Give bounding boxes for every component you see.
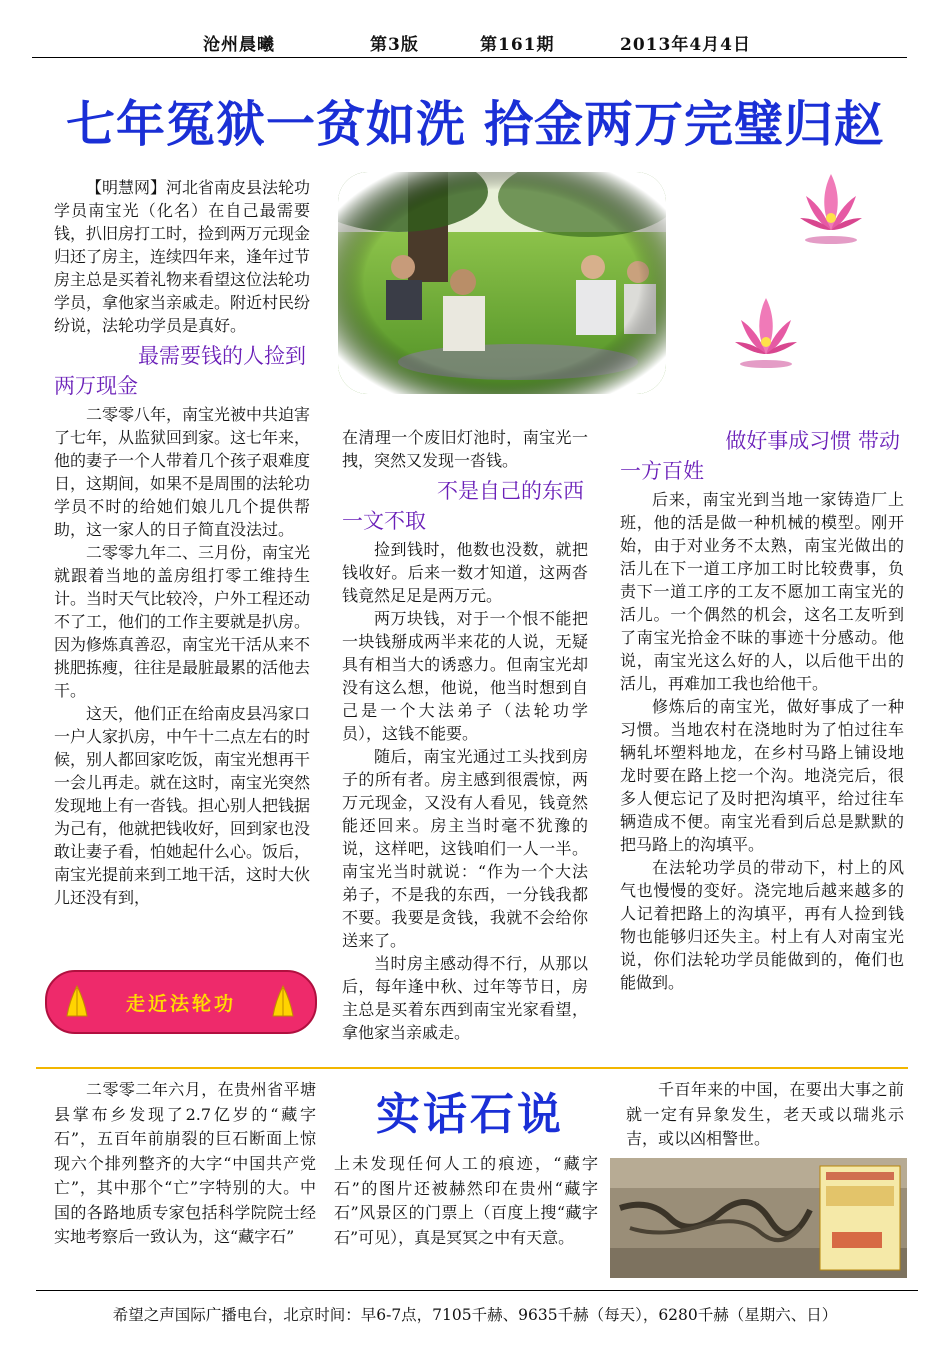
footer-rule — [36, 1290, 918, 1291]
section3-paragraph: 在法轮功学员的带动下，村上的风气也慢慢的变好。浇完地后越来越多的人记着把路上的沟填平，再有人捡到钱物也能够归还失主。村上有人对南宝光说，你们法轮功学员能做到的，俺们也能做到。 — [620, 858, 904, 992]
section2-title-line1: 不是自己的东西 — [437, 479, 584, 503]
column-1 — [54, 176, 310, 909]
badge-label: 走近法轮功 — [125, 993, 236, 1015]
section2-paragraph: 当时房主感动得不行，从那以后，每年逢中秋、过年等节日，房主总是买着东西到南宝光家看望，拿他家当亲戚走。 — [342, 954, 588, 1042]
section1-paragraph: 这天，他们正在给南皮县冯家口一户人家扒房，中午十二点左右的时候，别人都回家吃饭，南宝光想再干一会儿再走。就在这时，南宝光突然发现地上有一沓钱。担心别人把钱据为己有，他就把钱收好，回到家也没敢让妻子看，怕她起什么心。饭后，南宝光提前来到工地干活，这时大伙儿还没有到， — [54, 704, 311, 907]
paper-name: 沧州晨曦 — [203, 35, 275, 55]
heshi-hands-icon — [61, 984, 93, 1020]
section2-title-line2: 一文不取 — [342, 509, 426, 533]
section1-paragraph: 二零零八年，南宝光被中共迫害了七年，从监狱回到家。这七年来，他的妻子一个人带着几个孩子艰难度日，这期间，如果不是周围的法轮功学员不时的给她们娘儿几个提供帮助，这一家人的日子简直没法过。 — [54, 405, 311, 539]
shishuo-paragraph: 二零零二年六月，在贵州省平塘县掌布乡发现了2.7亿岁的“藏字石”，五百年前崩裂的巨石断面上惊现六个排列整齐的大字“中国共产党亡”，其中那个“亡”字特别的大。中国的各路地质专家包括科学院院士经实地考察后一致认为，这“藏字石” — [54, 1080, 316, 1246]
section1-paragraph: 二零零九年二、三月份，南宝光就跟着当地的盖房组打零工维持生计。当时天气比较冷，户外工程还动不了工，他们的工作主要就是扒房。因为修炼真善忍，南宝光干活从来不挑肥拣瘦，往往是最脏最累的活他去干。 — [54, 543, 311, 700]
section1-title — [54, 341, 310, 401]
section1-title-line1: 最需要钱的人捡到 — [138, 344, 306, 368]
page-number: 第3版 — [370, 35, 419, 55]
heshi-hands-icon — [267, 984, 299, 1020]
intro-paragraph: 【明慧网】河北省南皮县法轮功学员南宝光（化名）在自己最需要钱，扒旧房打工时，捡到两万元现金归还了房主，连续四年来，逢年过节房主总是买着礼物来看望这位法轮功学员，拿他家当亲戚走。附近村民纷纷说，法轮功学员是真好。 — [54, 178, 311, 335]
shishuo-paragraph: 千百年来的中国，在要出大事之前就一定有异象发生，老天或以瑞兆示吉，或以凶相警世。 — [626, 1080, 904, 1148]
continued-paragraph: 在清理一个废旧灯池时，南宝光一拽，突然又发现一沓钱。 — [342, 428, 588, 470]
lotus-icon — [798, 168, 864, 252]
shishuo-column-1 — [54, 1078, 316, 1250]
shishuo-paragraph: 上未发现任何人工的痕迹，“藏字石”的图片还被赫然印在贵州“藏字石”风景区的门票上（百度上搜“藏字石”可见），真是冥冥之中有天意。 — [334, 1154, 598, 1247]
section2-paragraph: 捡到钱时，他数也没数，就把钱收好。后来一数才知道，这两沓钱竟然足足是两万元。 — [342, 540, 588, 605]
section2-paragraph: 两万块钱，对于一个恨不能把一块钱掰成两半来花的人说，无疑具有相当大的诱惑力。但南宝光却没有这么想，他说，他当时想到自己是一个大法弟子（法轮功学员），这钱不能要。 — [342, 609, 588, 743]
shishuo-column-2 — [334, 1152, 598, 1250]
issue-date: 2013年4月4日 — [620, 35, 751, 55]
section3-title-line2: 一方百姓 — [620, 459, 704, 483]
footer-broadcast-info: 希望之声国际广播电台，北京时间：早6-7点，7105千赫、9635千赫（每天），6280千赫（星期六、日） — [112, 1306, 838, 1324]
qigong-photo — [338, 172, 666, 394]
cangzishi-photo — [610, 1158, 907, 1278]
section3-paragraph: 修炼后的南宝光，做好事成了一种习惯。当地农村在浇地时为了怕过往车辆轧坏塑料地龙，在乡村马路上铺设地龙时要在路上挖一个沟。地浇完后，很多人便忘记了及时把沟填平，给过往车辆造成不便。南宝光看到后总是默默的把马路上的沟填平。 — [620, 697, 904, 854]
section2-title — [342, 476, 588, 536]
issue-number: 第161期 — [480, 35, 555, 55]
shishuo-column-3 — [626, 1078, 904, 1152]
section2-paragraph: 随后，南宝光通过工头找到房子的所有者。房主感到很震惊，两万元现金，又没有人看见，钱竟然能还回来。房主当时毫不犹豫的说，这样吧，这钱咱们一人一半。南宝光当时就说：“作为一个大法弟子，不是我的东西，一分钱我都不要。我要是贪钱，我就不会给你送来了。 — [342, 747, 588, 950]
section-divider — [36, 1067, 908, 1069]
section3-title-line1: 做好事成习惯 带动 — [725, 429, 900, 453]
shishuo-title: 实话石说 — [376, 1089, 564, 1140]
section3-title — [620, 426, 904, 486]
headline: 七年冤狱一贫如洗 拾金两万完璧归赵 — [65, 96, 885, 153]
lotus-icon — [733, 292, 799, 376]
section3-paragraph: 后来，南宝光到当地一家铸造厂上班，他的活是做一种机械的模型。刚开始，由于对业务不太熟，南宝光做出的活儿在下一道工序加工时比较费事，负责下一道工序的工友不愿加工南宝光的活儿。一个偶然的机会，这名工友听到了南宝光拾金不昧的事迹十分感动。他说，南宝光这么好的人，以后他干出的活儿，再难加工我也给他干。 — [620, 490, 904, 693]
falungong-badge[interactable] — [45, 970, 317, 1034]
header-rule — [32, 57, 907, 58]
column-2 — [342, 426, 588, 1044]
column-3 — [620, 426, 904, 994]
section1-title-line2: 两万现金 — [54, 374, 138, 398]
